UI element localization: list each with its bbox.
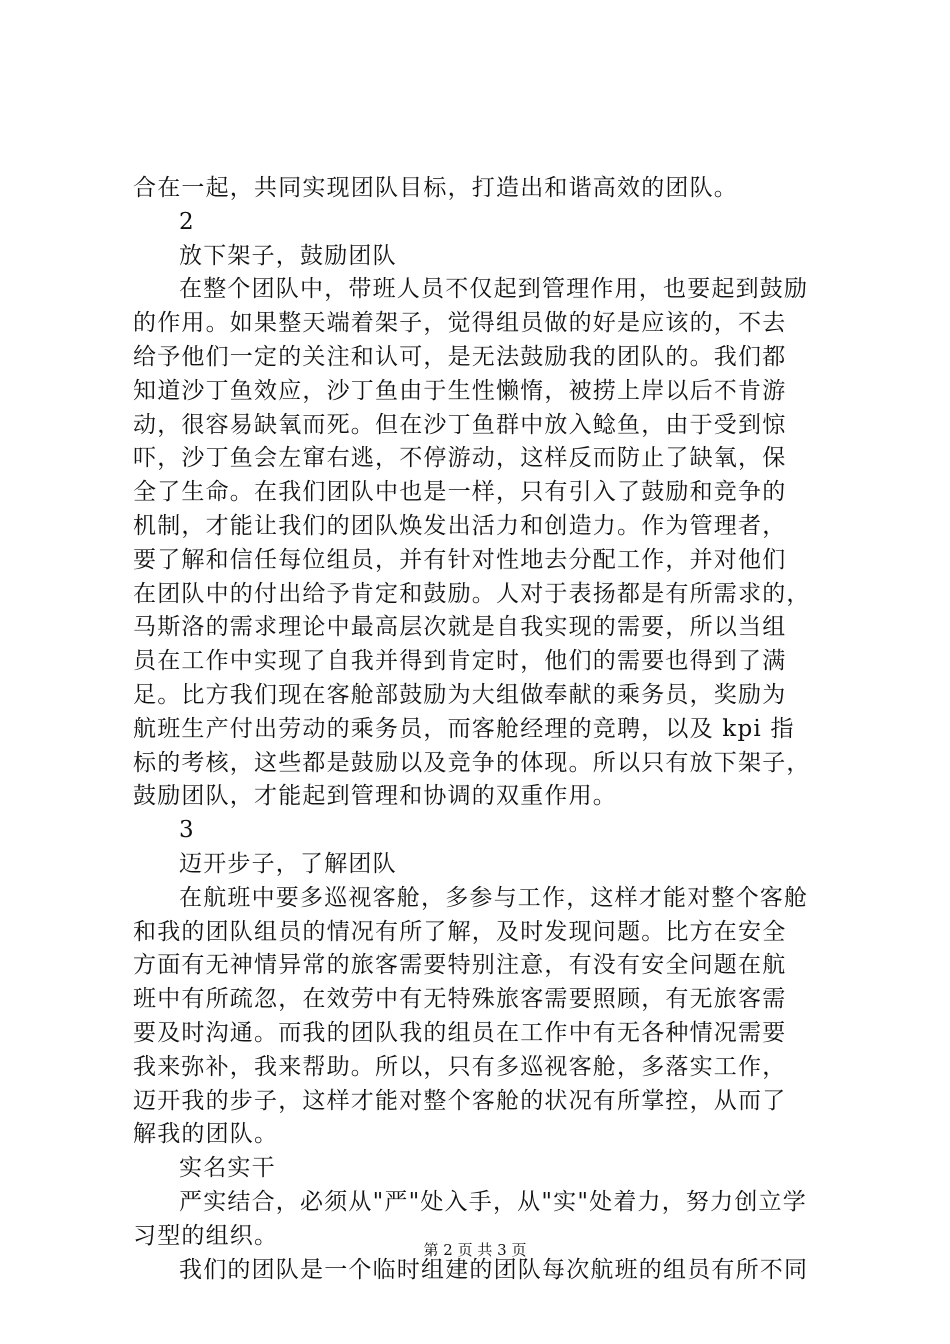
text-line: 习型的组织。: [133, 1222, 279, 1249]
section-heading: 实名实干: [179, 1155, 276, 1182]
section-number: 2: [179, 208, 195, 235]
page-footer: [0, 1240, 950, 1260]
text-line: 班中有所疏忽，在效劳中有无特殊旅客需要照顾，有无旅客需: [133, 986, 787, 1013]
text-line: 全了生命。在我们团队中也是一样，只有引入了鼓励和竞争的: [133, 479, 787, 506]
text-line: 鼓励团队，才能起到管理和协调的双重作用。: [133, 783, 617, 810]
text-line: 航班生产付出劳动的乘务员，而客舱经理的竞聘，以及 kpi 指: [133, 715, 795, 742]
text-line: 在团队中的付出给予肯定和鼓励。人对于表扬都是有所需求的，: [133, 580, 811, 607]
section-number: 3: [179, 817, 195, 844]
text-line: 迈开我的步子，这样才能对整个客舱的状况有所掌控，从而了: [133, 1087, 787, 1114]
paragraph-start: 严实结合，必须从"严"处入手，从"实"处着力，努力创立学: [179, 1188, 807, 1215]
text-line: 合在一起，共同实现团队目标，打造出和谐高效的团队。: [133, 175, 738, 201]
paragraph-start: 在整个团队中，带班人员不仅起到管理作用，也要起到鼓励: [179, 276, 809, 303]
text-line: 要及时沟通。而我的团队我的组员在工作中有无各种情况需要: [133, 1019, 787, 1046]
text-line: 方面有无神情异常的旅客需要特别注意，有没有安全问题在航: [133, 952, 787, 979]
paragraph-start: 我们的团队是一个临时组建的团队每次航班的组员有所不同: [179, 1256, 809, 1283]
text-line: 马斯洛的需求理论中最高层次就是自我实现的需要，所以当组: [133, 614, 787, 641]
text-line: 员在工作中实现了自我并得到肯定时，他们的需要也得到了满: [133, 648, 787, 675]
text-line: 的作用。如果整天端着架子，觉得组员做的好是应该的，不去: [133, 310, 787, 337]
text-line: 动，很容易缺氧而死。但在沙丁鱼群中放入鲶鱼，由于受到惊: [133, 411, 787, 438]
document-body: [133, 172, 833, 1287]
section-heading: 迈开步子，了解团队: [179, 850, 397, 877]
page-number-label: 第 2 页 共 3 页: [423, 1241, 527, 1259]
text-line: 吓，沙丁鱼会左窜右逃，不停游动，这样反而防止了缺氧，保: [133, 445, 787, 472]
section-heading: 放下架子，鼓励团队: [179, 242, 397, 269]
text-line: 给予他们一定的关注和认可，是无法鼓励我的团队的。我们都: [133, 343, 787, 370]
text-line: 标的考核，这些都是鼓励以及竞争的体现。所以只有放下架子，: [133, 749, 811, 776]
text-line: 解我的团队。: [133, 1121, 279, 1148]
text-line: 要了解和信任每位组员，并有针对性地去分配工作，并对他们: [133, 546, 787, 573]
text-line: 我来弥补，我来帮助。所以，只有多巡视客舱，多落实工作，: [133, 1053, 787, 1080]
paragraph-start: 在航班中要多巡视客舱，多参与工作，这样才能对整个客舱: [179, 884, 809, 911]
text-line: 和我的团队组员的情况有所了解，及时发现问题。比方在安全: [133, 918, 787, 945]
text-line: 知道沙丁鱼效应，沙丁鱼由于生性懒惰，被捞上岸以后不肯游: [133, 377, 787, 404]
text-line: 足。比方我们现在客舱部鼓励为大组做奉献的乘务员，奖励为: [133, 681, 787, 708]
text-line: 机制，才能让我们的团队焕发出活力和创造力。作为管理者，: [133, 512, 787, 539]
